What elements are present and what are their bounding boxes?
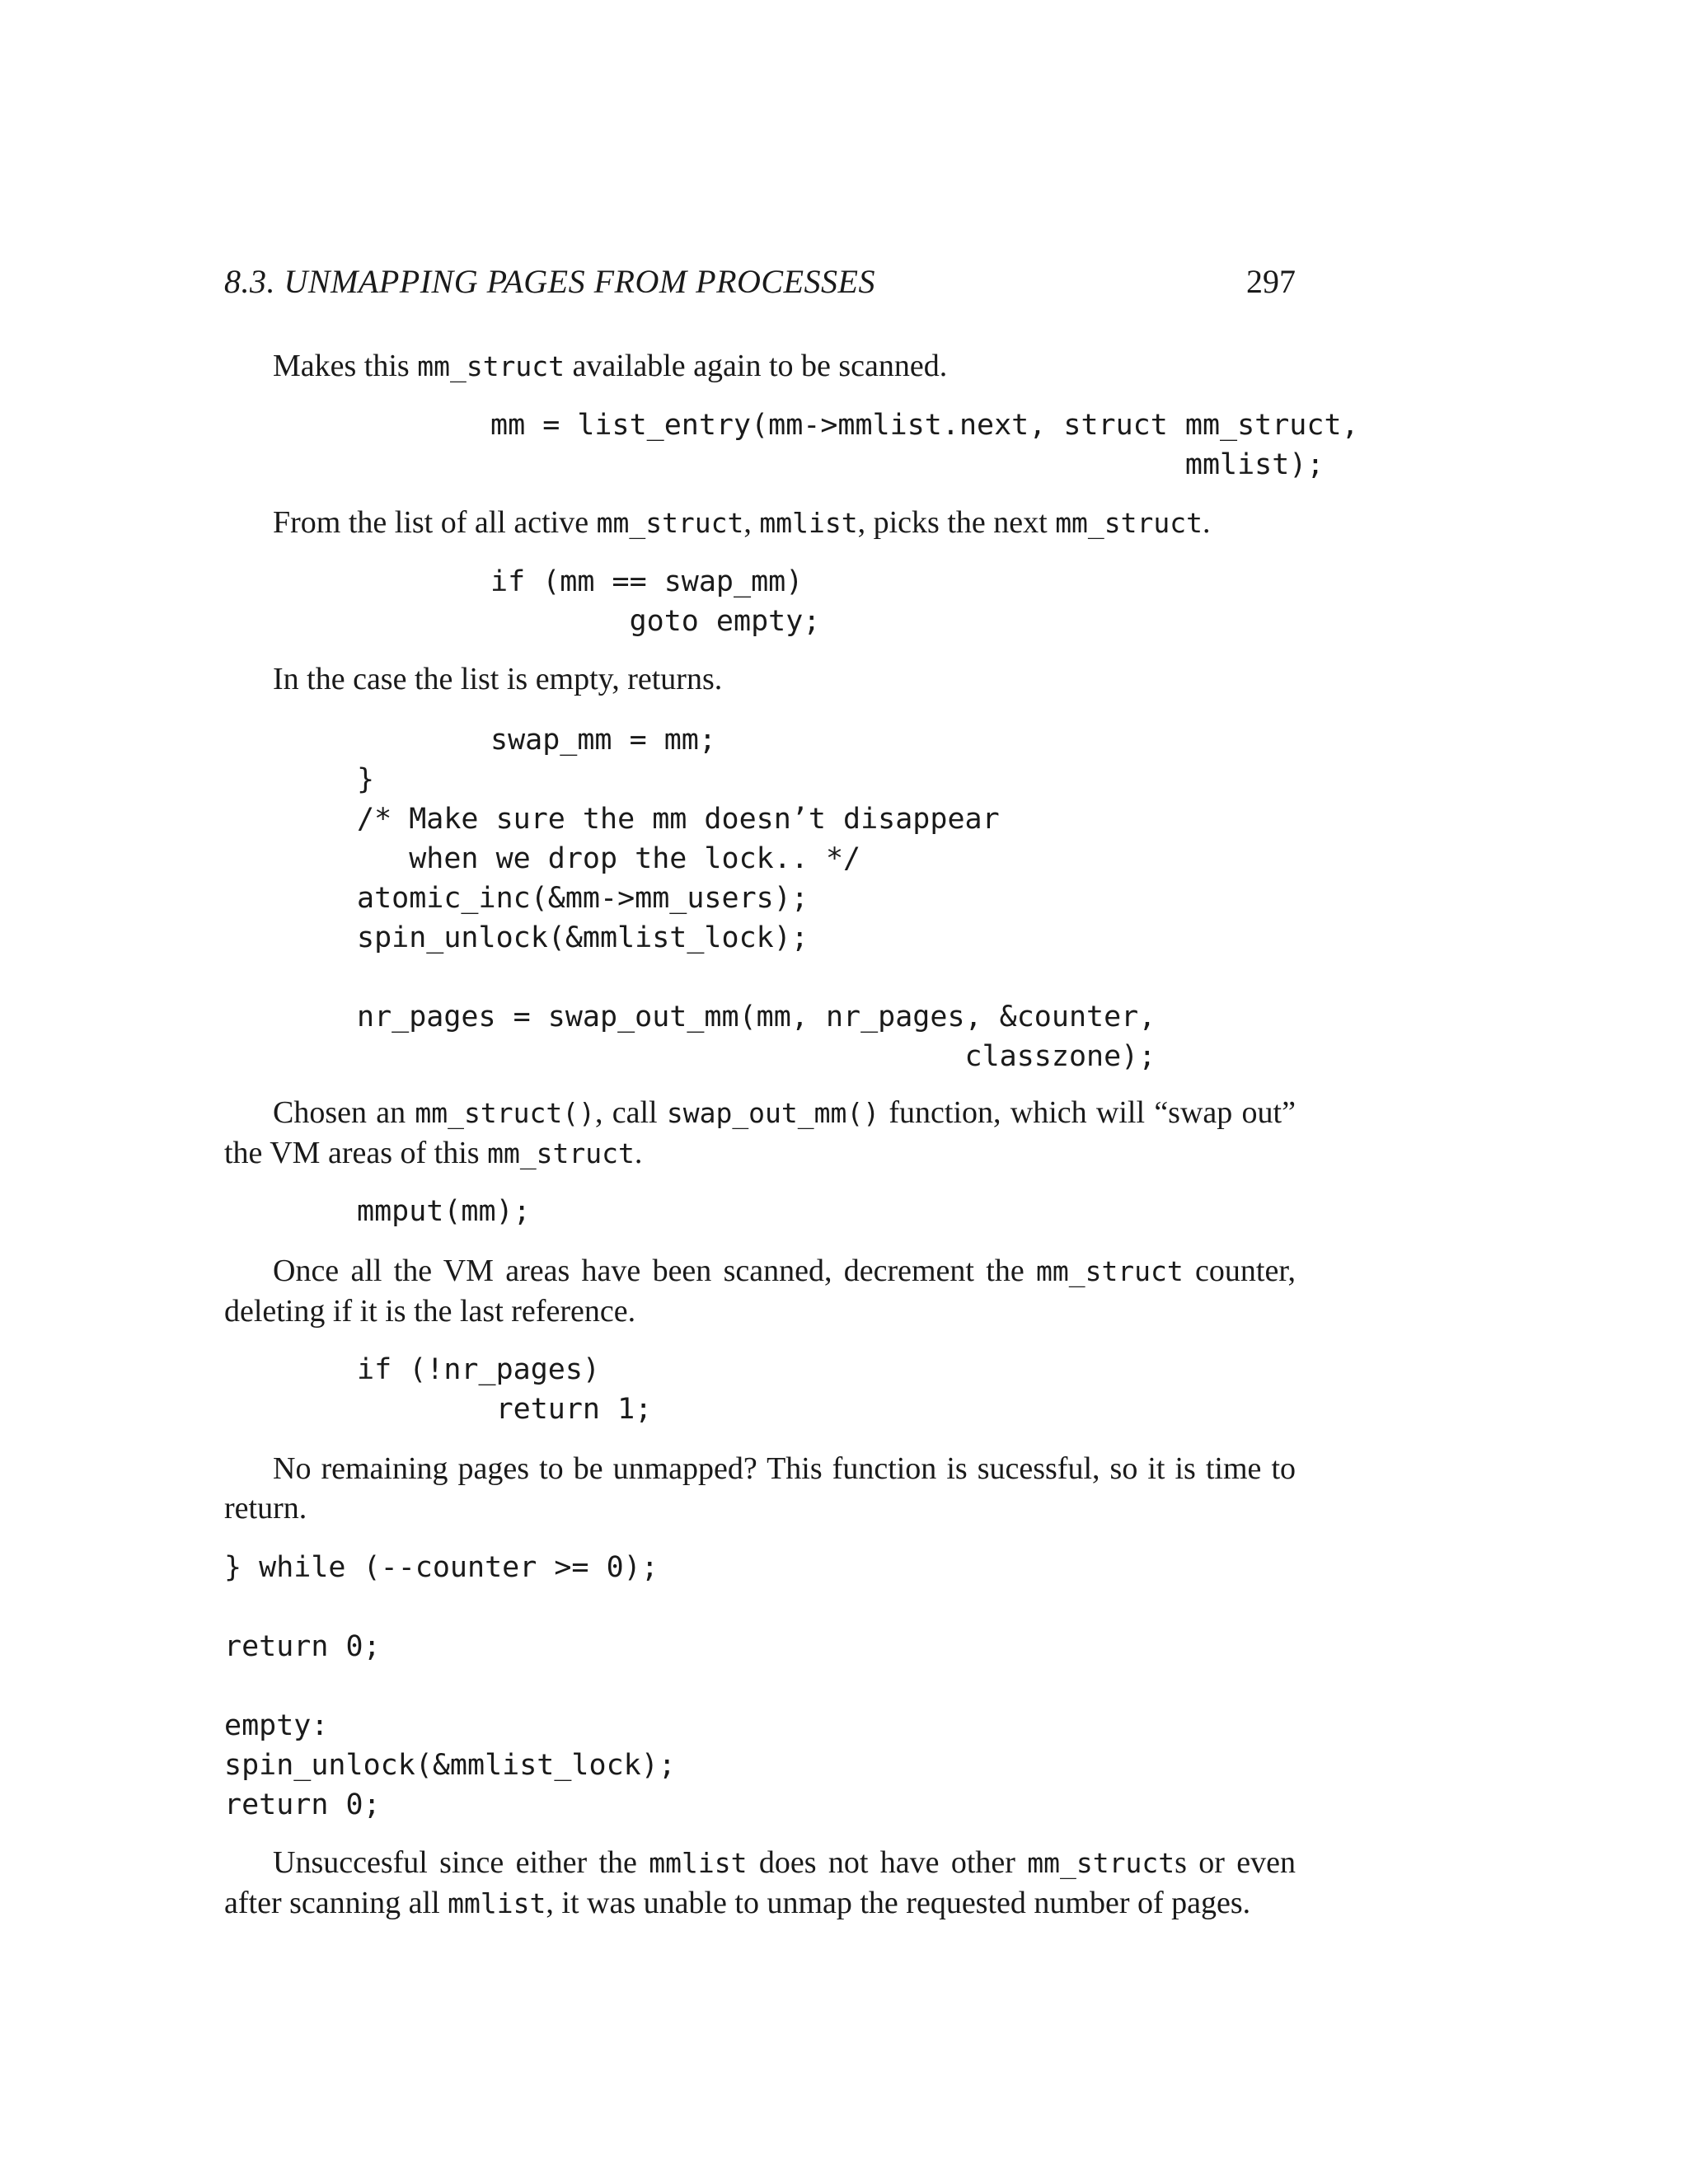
code-block-swap-out: } /* Make sure the mm doesn’t disappear when we drop the lock.. */ atomic_inc(&mm->mm_users); spin_unlock(&mmlist_lock); nr_pages = swap_out_mm(mm, nr_pages, &counter, classzone);	[357, 763, 1156, 1073]
paragraph-2: From the list of all active mm_struct, mmlist, picks the next mm_struct.	[273, 505, 1211, 540]
paragraph-7: Unsuccesful since either the mmlist does not have other mm_structs or even after scanning all mmlist, it was unable to unmap the requested number of pages.	[224, 1845, 1296, 1920]
running-header-section: 8.3. UNMAPPING PAGES FROM PROCESSES	[224, 263, 875, 300]
paragraph-1: Makes this mm_struct available again to be scanned.	[273, 349, 948, 383]
page-number: 297	[1246, 263, 1296, 300]
code-block-list-entry: mm = list_entry(mm->mmlist.next, struct mm_struct, mmlist);	[490, 409, 1359, 481]
code-block-swap-mm-assign: swap_mm = mm;	[490, 724, 716, 757]
code-block-mmput: mmput(mm);	[357, 1195, 531, 1228]
paragraph-3: In the case the list is empty, returns.	[273, 662, 723, 696]
paragraph-6: No remaining pages to be unmapped? This function is sucessful, so it is time to return.	[224, 1451, 1296, 1526]
paragraph-4: Chosen an mm_struct(), call swap_out_mm() function, which will “swap out” the VM areas of this mm_struct.	[224, 1095, 1296, 1170]
code-block-while-return: } while (--counter >= 0); return 0; empty: spin_unlock(&mmlist_lock); return 0;	[224, 1551, 676, 1821]
code-block-if-swap-mm: if (mm == swap_mm) goto empty;	[490, 565, 821, 638]
paragraph-5: Once all the VM areas have been scanned, decrement the mm_struct counter, deleting if it is the last reference.	[224, 1254, 1296, 1329]
code-block-if-nr-pages: if (!nr_pages) return 1;	[357, 1353, 653, 1426]
